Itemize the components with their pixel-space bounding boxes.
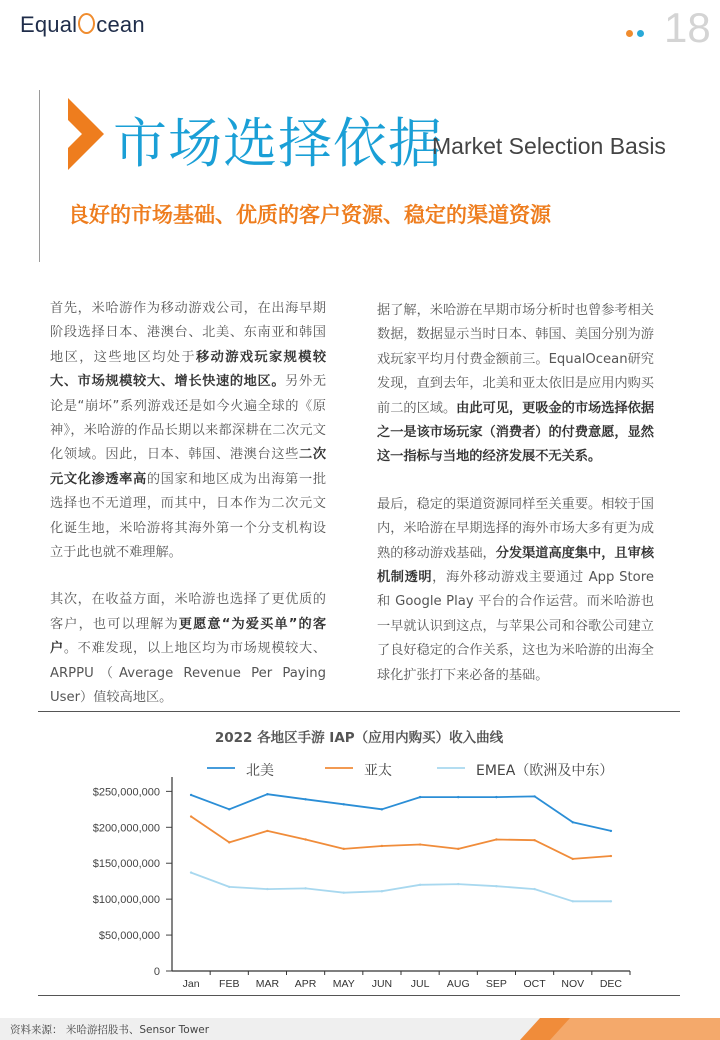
x-tick-label: AUG <box>446 978 470 990</box>
data-point <box>190 871 192 873</box>
page-subtitle: 良好的市场基础、优质的客户资源、稳定的渠道资源 <box>68 203 551 227</box>
body-text: ，海外移动游戏主要通过 App Store 和 Google Play 平台的合作运营。而米哈游也一早就认识到这点，与苹果公司和谷歌公司建立了良好稳定的合作关系，这也为米哈游的出海全球化扩张打下来必备的基础。 <box>377 570 654 683</box>
data-point <box>457 848 459 850</box>
y-tick-label: $150,000,000 <box>92 858 160 871</box>
data-point <box>572 900 574 902</box>
data-point <box>381 808 383 810</box>
legend-label: EMEA（欧洲及中东） <box>476 763 614 779</box>
emphasis-text: 分发渠道高度集中，且审核机制透明 <box>377 545 655 586</box>
data-point <box>304 838 306 840</box>
page-title: 市场选择依据 <box>113 112 443 175</box>
legend-label: 北美 <box>246 763 274 779</box>
x-tick-label: MAR <box>255 978 280 990</box>
data-point <box>610 900 612 902</box>
x-tick-label: Jan <box>182 978 200 990</box>
chart-title: 2022 各地区手游 IAP（应用内购买）收入曲线 <box>214 730 504 746</box>
body-text: 其次，在收益方面，米哈游也选择了更优质的客户，也可以理解为 <box>50 592 326 632</box>
data-point <box>495 885 497 887</box>
logo-text-right: cean <box>96 12 145 37</box>
data-point <box>572 858 574 860</box>
data-point <box>343 848 345 850</box>
x-tick-label: APR <box>294 978 317 990</box>
y-tick-label: 0 <box>153 966 160 978</box>
x-tick-label: JUL <box>410 978 430 990</box>
x-tick-label: FEB <box>219 978 240 990</box>
data-point <box>381 890 383 892</box>
emphasis-text: 由此可见，更吸金的市场选择依据之一是该市场玩家（消费者）的付费意愿，显然这一指标与当地的经济发展不无关系。 <box>377 400 655 465</box>
emphasis-text: 移动游戏玩家规模较大、市场规模较大、增长快速的地区。 <box>50 349 327 390</box>
x-tick-label: SEP <box>485 978 507 990</box>
data-point <box>533 795 535 797</box>
series-line-1 <box>191 817 611 859</box>
series-line-0 <box>191 794 611 831</box>
data-point <box>228 841 230 843</box>
x-tick-label: DEC <box>599 978 623 990</box>
data-point <box>495 796 497 798</box>
data-point <box>381 845 383 847</box>
y-tick-label: $250,000,000 <box>92 786 160 799</box>
data-point <box>190 794 192 796</box>
body-text: 最后，稳定的渠道资源同样至关重要。相较于国内，米哈游在早期选择的海外市场大多有更为成熟的移动游戏基础， <box>377 496 654 561</box>
data-point <box>266 830 268 832</box>
body-text: 据了解，米哈游在早期市场分析时也曾参考相关数据，数据显示当时日本、韩国、美国分别为游戏玩家平均月付费金额前三。EqualOcean研究发现，直到去年，北美和亚太依旧是应用内购买前二的区域。 <box>377 303 654 416</box>
data-point <box>343 891 345 893</box>
data-point <box>304 887 306 889</box>
x-tick-label: NOV <box>561 978 585 990</box>
y-tick-label: $200,000,000 <box>92 822 160 835</box>
data-point <box>266 793 268 795</box>
data-point <box>610 830 612 832</box>
data-point <box>343 803 345 805</box>
emphasis-text: 更愿意“为爱买单”的客户 <box>50 616 327 657</box>
source-note: 资料来源： 米哈游招股书、Sensor Tower <box>10 1024 210 1036</box>
data-point <box>228 808 230 810</box>
data-point <box>457 883 459 885</box>
page-number: 18 <box>664 4 711 51</box>
body-text: 另外无论是“崩坏”系列游戏还是如今火遍全球的《原神》，米哈游的作品长期以来都深耕在二次元文化领域。因此，日本、韩国、港澳台这些 <box>50 374 327 463</box>
data-point <box>228 886 230 888</box>
x-tick-label: JUN <box>371 978 393 990</box>
data-point <box>419 796 421 798</box>
data-point <box>304 798 306 800</box>
x-tick-label: MAY <box>332 978 355 990</box>
data-point <box>495 838 497 840</box>
series-line-2 <box>191 873 611 902</box>
y-tick-label: $50,000,000 <box>98 930 160 943</box>
body-text: 首先，米哈游作为移动游戏公司，在出海早期阶段选择日本、港澳台、北美、东南亚和韩国地区，这些地区均处于 <box>50 301 326 365</box>
footer-decoration <box>500 1018 720 1040</box>
chart-bottom-rule <box>38 995 680 996</box>
data-point <box>610 855 612 857</box>
data-point <box>533 888 535 890</box>
data-point <box>419 884 421 886</box>
emphasis-text: 二次元文化渗透率高 <box>50 447 327 487</box>
body-text: 的国家和地区成为出海第一批选择也不无道理，而其中，日本作为二次元文化诞生地，米哈游将其海外第一个分支机构设立于此也就不难理解。 <box>50 471 327 561</box>
legend-label: 亚太 <box>364 763 392 779</box>
data-point <box>572 821 574 823</box>
data-point <box>190 815 192 817</box>
logo-text-left: Equal <box>20 12 78 37</box>
body-text: 。不难发现，以上地区均为市场规模较大、ARPPU（Average Revenue Per Paying User）值较高地区。 <box>50 641 327 706</box>
data-point <box>419 843 421 845</box>
y-tick-label: $100,000,000 <box>92 894 160 907</box>
data-point <box>266 888 268 890</box>
x-tick-label: OCT <box>523 978 546 990</box>
data-point <box>457 796 459 798</box>
data-point <box>533 839 535 841</box>
page-title-english: Market Selection Basis <box>432 133 666 159</box>
